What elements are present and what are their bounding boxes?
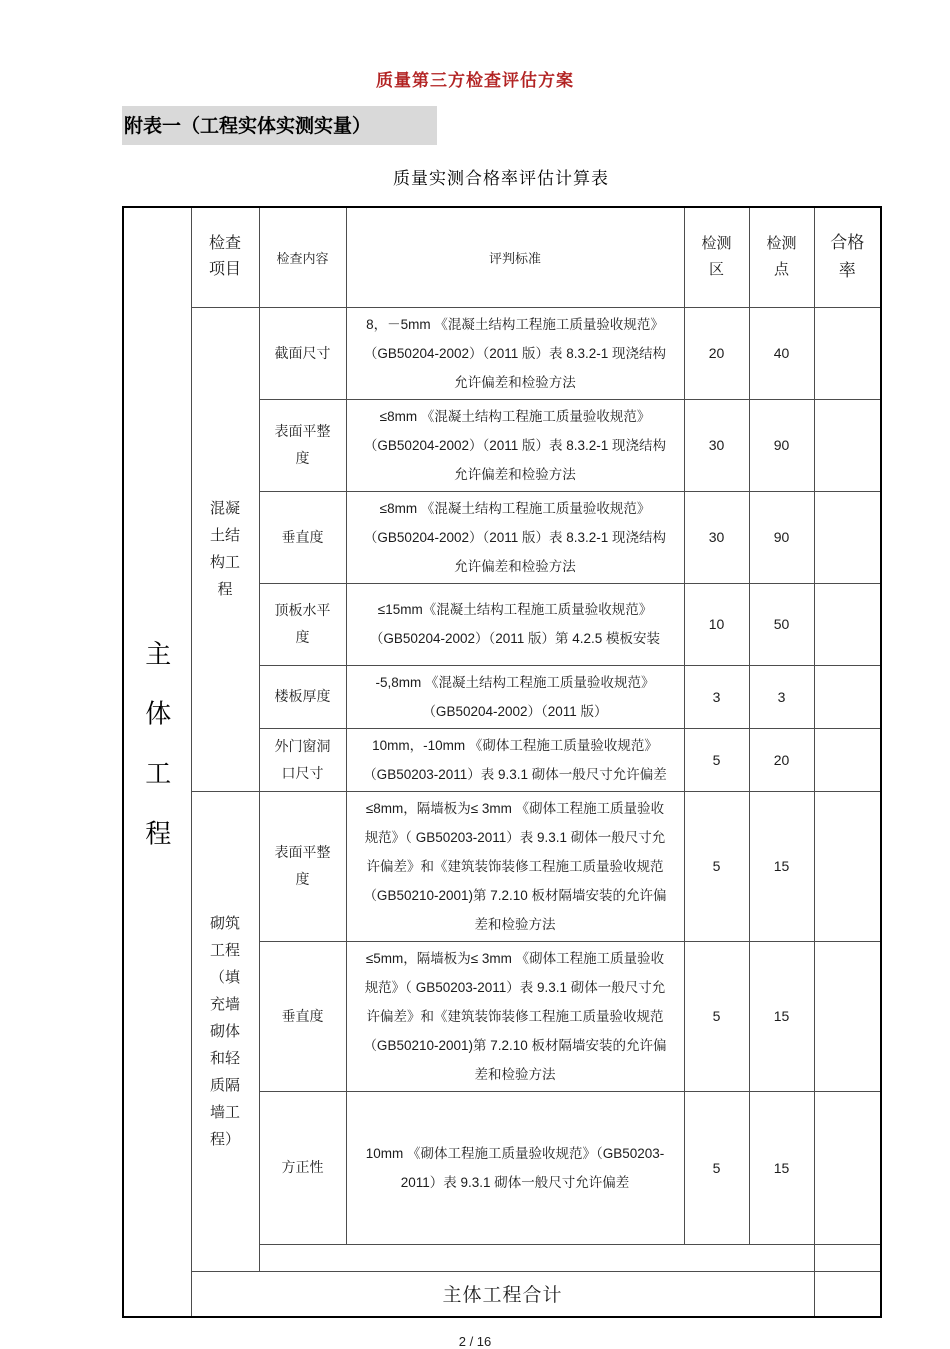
- document-title: 质量第三方检查评估方案: [376, 71, 574, 90]
- quality-pass-rate-table: [122, 206, 882, 1318]
- side-project-label: 主体工程: [141, 639, 172, 880]
- table-row: [123, 791, 881, 941]
- annex-row: [122, 106, 950, 145]
- point-cell: 90: [749, 491, 814, 583]
- item-cell: [259, 399, 346, 491]
- criteria-cell: ≤5mm，隔墙板为≤ 3mm 《砌体工程施工质量验收规范》（ GB50203-2011）表 9.3.1 砌体一般尺寸允许偏差》和《建筑装饰装修工程施工质量验收规范（GB50210-2001)第 7.2.10 板材隔墙安装的允许偏差和检验方法: [346, 941, 684, 1091]
- total-label-cell: 主体工程合计: [191, 1271, 814, 1317]
- table-row: [123, 307, 881, 399]
- zone-cell: 3: [684, 665, 749, 728]
- header-rate: [814, 207, 881, 307]
- header-zone-label: 检测区: [701, 235, 732, 279]
- item-label: 顶板水平度: [274, 602, 331, 645]
- zone-cell: 5: [684, 1091, 749, 1244]
- spacer-cell: [259, 1244, 814, 1271]
- rate-cell: [814, 1244, 881, 1271]
- rate-cell: [814, 728, 881, 791]
- header-point: [749, 207, 814, 307]
- rate-cell: [814, 1271, 881, 1317]
- table-title: 质量实测合格率评估计算表: [393, 169, 609, 188]
- item-cell: [259, 491, 346, 583]
- rate-cell: [814, 941, 881, 1091]
- item-cell: [259, 665, 346, 728]
- criteria-cell: ≤8mm 《混凝土结构工程施工质量验收规范》（GB50204-2002）（2011 版）表 8.3.2-1 现浇结构允许偏差和检验方法: [346, 491, 684, 583]
- item-cell: [259, 791, 346, 941]
- point-cell: 90: [749, 399, 814, 491]
- annex-label: 附表一（工程实体实测实量）: [122, 106, 437, 145]
- group-concrete-label: 混凝土结构工程: [209, 500, 240, 598]
- rate-cell: [814, 791, 881, 941]
- point-cell: 15: [749, 941, 814, 1091]
- point-cell: 15: [749, 791, 814, 941]
- zone-cell: 30: [684, 399, 749, 491]
- zone-cell: 5: [684, 941, 749, 1091]
- rate-cell: [814, 1091, 881, 1244]
- page-number: 2 / 16: [458, 1334, 492, 1349]
- item-cell: [259, 583, 346, 665]
- header-criteria: 评判标准: [346, 207, 684, 307]
- header-point-label: 检测点: [766, 235, 797, 279]
- header-rate-label: 合格率: [830, 233, 865, 281]
- header-check-content: 检查内容: [259, 207, 346, 307]
- zone-cell: 30: [684, 491, 749, 583]
- criteria-cell: -5,8mm 《混凝土结构工程施工质量验收规范》（GB50204-2002）（2011 版）: [346, 665, 684, 728]
- point-cell: 3: [749, 665, 814, 728]
- rate-cell: [814, 399, 881, 491]
- item-label: 垂直度: [281, 528, 324, 545]
- item-label: 表面平整度: [274, 844, 331, 887]
- criteria-cell: ≤15mm《混凝土结构工程施工质量验收规范》（GB50204-2002）（2011 版）第 4.2.5 模板安装: [346, 583, 684, 665]
- criteria-cell: 10mm 《砌体工程施工质量验收规范》（GB50203-2011）表 9.3.1 砌体一般尺寸允许偏差: [346, 1091, 684, 1244]
- item-label: 方正性: [281, 1159, 324, 1175]
- point-cell: 50: [749, 583, 814, 665]
- header-zone: [684, 207, 749, 307]
- group-masonry-cell: [191, 791, 259, 1271]
- side-project-cell: [123, 207, 191, 1317]
- zone-cell: 5: [684, 791, 749, 941]
- header-row: [123, 207, 881, 307]
- criteria-cell: ≤8mm，隔墙板为≤ 3mm 《砌体工程施工质量验收规范》（ GB50203-2011）表 9.3.1 砌体一般尺寸允许偏差》和《建筑装饰装修工程施工质量验收规范（GB50210-2001)第 7.2.10 板材隔墙安装的允许偏差和检验方法: [346, 791, 684, 941]
- criteria-cell: 10mm，-10mm 《砌体工程施工质量验收规范》（GB50203-2011）表 9.3.1 砌体一般尺寸允许偏差: [346, 728, 684, 791]
- header-check-project: [191, 207, 259, 307]
- rate-cell: [814, 307, 881, 399]
- point-cell: 40: [749, 307, 814, 399]
- criteria-cell: 8，－5mm 《混凝土结构工程施工质量验收规范》（GB50204-2002）（2011 版）表 8.3.2-1 现浇结构允许偏差和检验方法: [346, 307, 684, 399]
- item-cell: [259, 1091, 346, 1244]
- item-label: 截面尺寸: [274, 344, 331, 361]
- item-label: 楼板厚度: [274, 688, 331, 704]
- rate-cell: [814, 583, 881, 665]
- zone-cell: 20: [684, 307, 749, 399]
- item-label: 表面平整度: [274, 423, 331, 466]
- total-row: [123, 1271, 881, 1317]
- rate-cell: [814, 491, 881, 583]
- group-concrete-cell: [191, 307, 259, 791]
- zone-cell: 5: [684, 728, 749, 791]
- rate-cell: [814, 665, 881, 728]
- point-cell: 20: [749, 728, 814, 791]
- item-cell: [259, 728, 346, 791]
- item-label: 垂直度: [281, 1007, 324, 1024]
- zone-cell: 10: [684, 583, 749, 665]
- point-cell: 15: [749, 1091, 814, 1244]
- item-cell: [259, 941, 346, 1091]
- group-masonry-label: 砌筑工程（填充墙砌体和轻质隔墙工程）: [209, 914, 240, 1148]
- item-cell: [259, 307, 346, 399]
- item-label: 外门窗洞口尺寸: [274, 737, 331, 781]
- header-check-project-label: 检查项目: [208, 235, 241, 279]
- criteria-cell: ≤8mm 《混凝土结构工程施工质量验收规范》（GB50204-2002）（2011 版）表 8.3.2-1 现浇结构允许偏差和检验方法: [346, 399, 684, 491]
